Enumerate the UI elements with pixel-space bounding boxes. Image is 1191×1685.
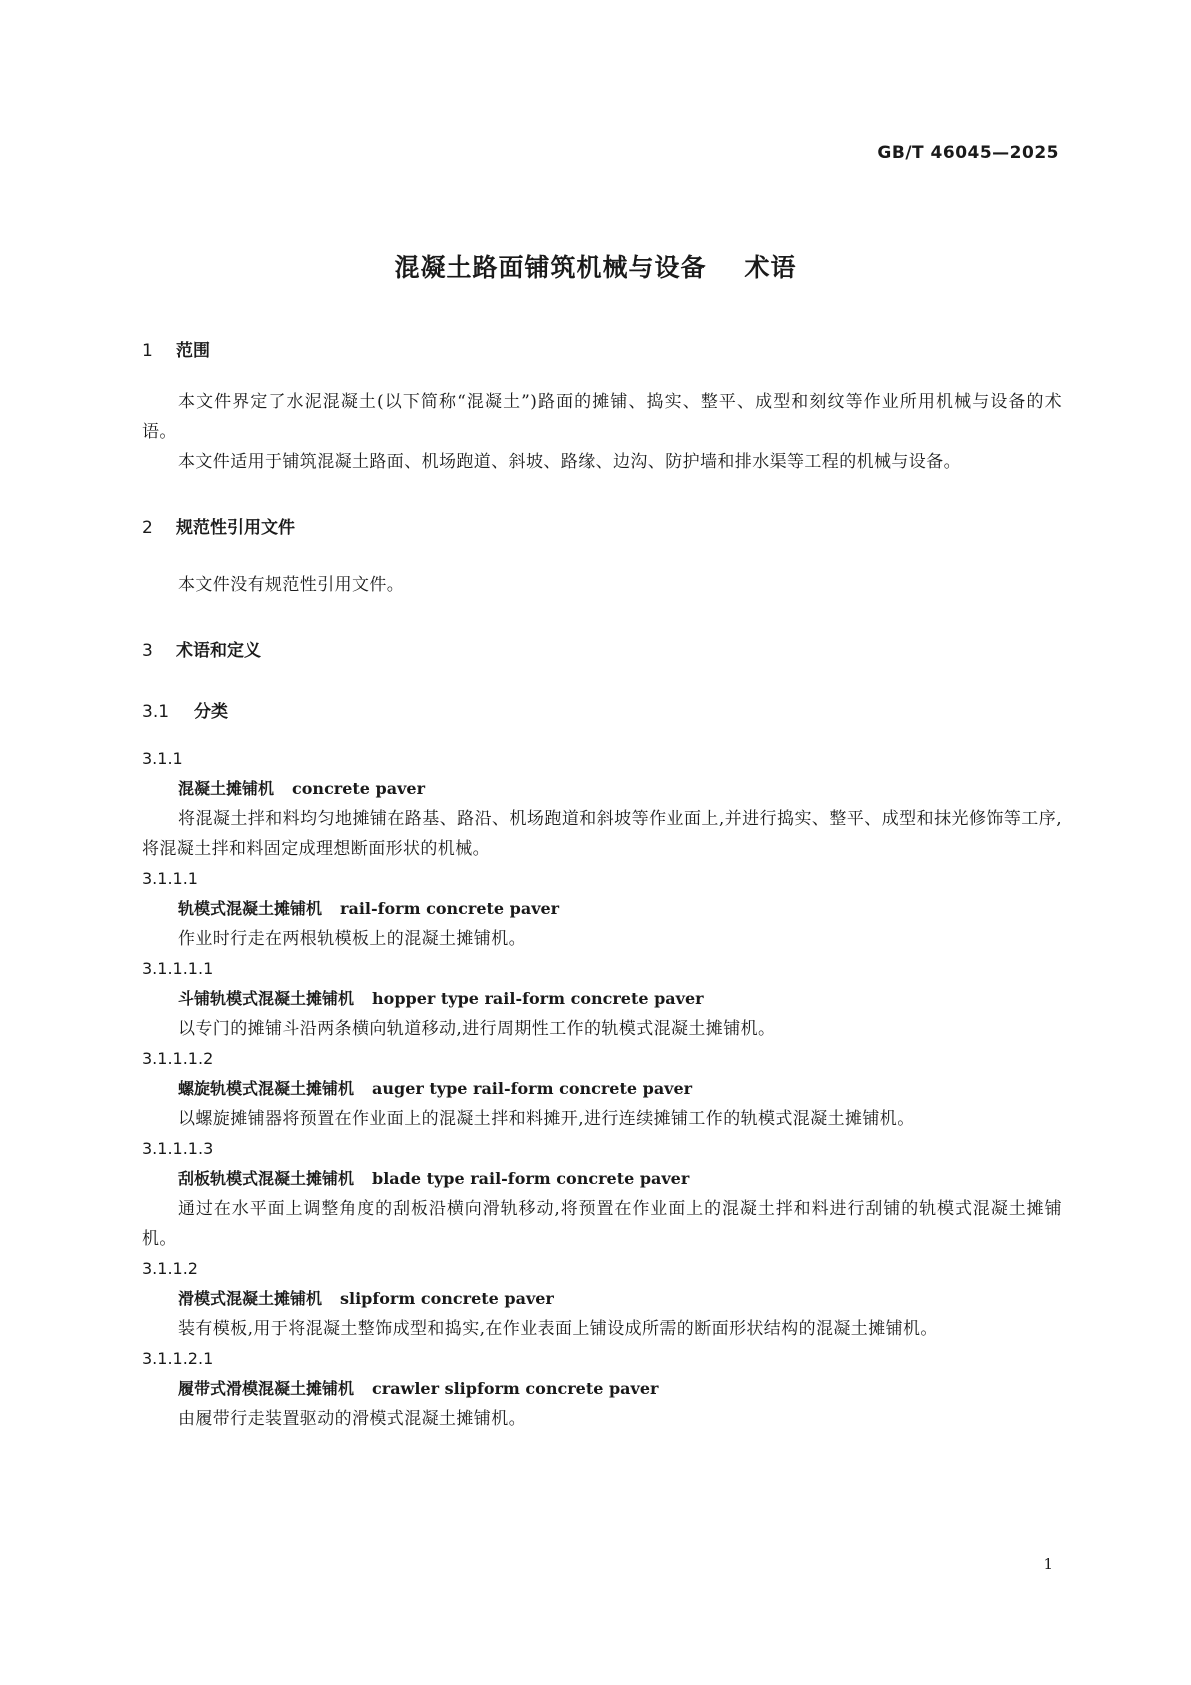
term-entry — [142, 1134, 1062, 1254]
section-number: 3 — [142, 641, 153, 661]
section-title: 范围 — [176, 341, 210, 361]
term-number: 3.1.1.1.2 — [142, 1049, 214, 1068]
section-number: 1 — [142, 341, 153, 361]
subsection-title: 分类 — [194, 702, 228, 722]
title-main: 混凝土路面铺筑机械与设备 — [394, 253, 707, 282]
term-name — [142, 894, 1062, 924]
section-title: 规范性引用文件 — [176, 518, 295, 538]
term-zh: 刮板轨模式混凝土摊铺机 — [178, 1169, 355, 1188]
section-title: 术语和定义 — [176, 641, 261, 661]
term-entry — [142, 1344, 1062, 1434]
page-number: 1 — [1043, 1555, 1053, 1573]
document-body — [142, 336, 1062, 1434]
term-definition: 作业时行走在两根轨模板上的混凝土摊铺机。 — [178, 929, 526, 949]
term-number: 3.1.1.1 — [142, 869, 198, 888]
term-number: 3.1.1.1.1 — [142, 959, 214, 978]
section-heading-terms — [142, 636, 1062, 661]
term-number: 3.1.1 — [142, 749, 183, 768]
term-name — [142, 1284, 1062, 1314]
title-sub: 术语 — [744, 253, 797, 282]
term-number: 3.1.1.1.3 — [142, 1139, 214, 1158]
term-definition: 由履带行走装置驱动的滑模式混凝土摊铺机。 — [178, 1409, 526, 1429]
term-en: concrete paver — [292, 779, 426, 798]
term-number: 3.1.1.2 — [142, 1259, 198, 1278]
term-zh: 滑模式混凝土摊铺机 — [178, 1289, 323, 1308]
term-en: hopper type rail-form concrete paver — [372, 989, 704, 1008]
term-en: crawler slipform concrete paver — [372, 1379, 659, 1398]
subsection-heading-classification — [142, 697, 1062, 722]
document-title — [0, 248, 1191, 284]
term-name — [142, 1074, 1062, 1104]
term-entry — [142, 864, 1062, 954]
term-name — [142, 774, 1062, 804]
term-zh: 斗铺轨模式混凝土摊铺机 — [178, 989, 355, 1008]
term-zh: 螺旋轨模式混凝土摊铺机 — [178, 1079, 355, 1098]
term-en: slipform concrete paver — [340, 1289, 554, 1308]
term-number: 3.1.1.2.1 — [142, 1349, 214, 1368]
normative-references-paragraph: 本文件没有规范性引用文件。 — [178, 575, 405, 595]
subsection-number: 3.1 — [142, 702, 170, 722]
scope-paragraph-2: 本文件适用于铺筑混凝土路面、机场跑道、斜坡、路缘、边沟、防护墙和排水渠等工程的机械与设备。 — [178, 452, 961, 472]
term-name — [142, 1374, 1062, 1404]
term-zh: 轨模式混凝土摊铺机 — [178, 899, 323, 918]
term-definition: 以螺旋摊铺器将预置在作业面上的混凝土拌和料摊开,进行连续摊铺工作的轨模式混凝土摊铺机。 — [178, 1109, 915, 1129]
term-definition: 将混凝土拌和料均匀地摊铺在路基、路沿、机场跑道和斜坡等作业面上,并进行捣实、整平、成型和抹光修饰等工序,将混凝土拌和料固定成理想断面形状的机械。 — [142, 809, 1062, 859]
term-entry — [142, 1254, 1062, 1344]
term-definition: 以专门的摊铺斗沿两条横向轨道移动,进行周期性工作的轨模式混凝土摊铺机。 — [178, 1019, 776, 1039]
term-en: auger type rail-form concrete paver — [372, 1079, 693, 1098]
term-en: rail-form concrete paver — [340, 899, 560, 918]
terms-list — [142, 744, 1062, 1434]
term-zh: 混凝土摊铺机 — [178, 779, 275, 798]
section-heading-scope — [142, 336, 1062, 361]
standard-code: GB/T 46045—2025 — [877, 143, 1059, 163]
term-name — [142, 984, 1062, 1014]
term-zh: 履带式滑模混凝土摊铺机 — [178, 1379, 355, 1398]
term-entry — [142, 954, 1062, 1044]
term-entry — [142, 1044, 1062, 1134]
section-number: 2 — [142, 518, 153, 538]
term-entry — [142, 744, 1062, 864]
section-heading-normative-references — [142, 513, 1062, 538]
term-definition: 通过在水平面上调整角度的刮板沿横向滑轨移动,将预置在作业面上的混凝土拌和料进行刮铺的轨模式混凝土摊铺机。 — [142, 1199, 1062, 1249]
term-en: blade type rail-form concrete paver — [372, 1169, 690, 1188]
scope-paragraph-1: 本文件界定了水泥混凝土(以下简称“混凝土”)路面的摊铺、捣实、整平、成型和刻纹等作业所用机械与设备的术语。 — [142, 392, 1062, 442]
term-definition: 装有模板,用于将混凝土整饰成型和捣实,在作业表面上铺设成所需的断面形状结构的混凝土摊铺机。 — [178, 1319, 938, 1339]
term-name — [142, 1164, 1062, 1194]
